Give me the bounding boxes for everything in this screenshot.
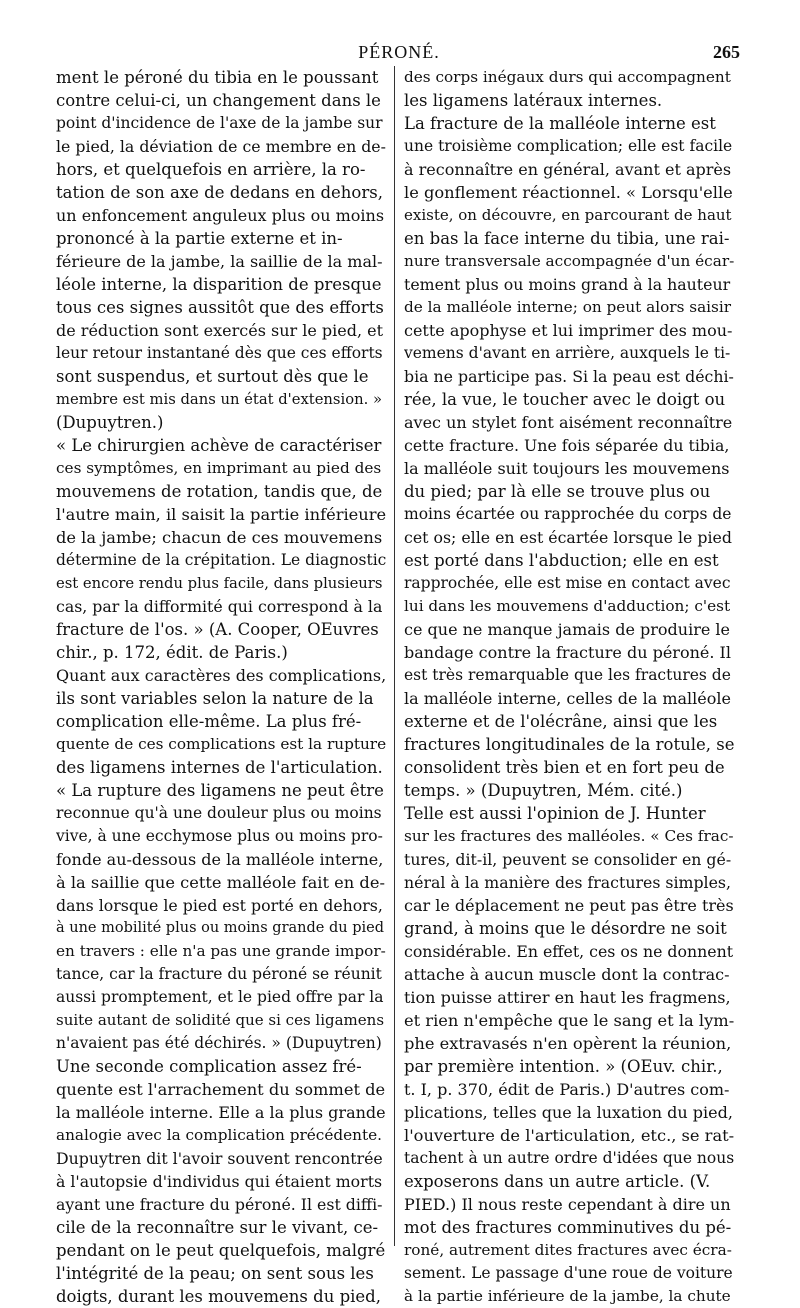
text-line: cet os; elle en est écartée lorsque le pied	[404, 528, 732, 547]
text-line: un enfoncement anguleux plus ou moins	[56, 206, 385, 225]
text-line: analogie avec la complication précédente.	[56, 1126, 382, 1144]
text-line: les ligamens latéraux internes.	[404, 91, 663, 110]
text-line: des corps inégaux durs qui accompagnent	[404, 68, 731, 86]
text-line: à l'autopsie d'individus qui étaient morts	[56, 1172, 383, 1191]
text-line: externe et de l'olécrâne, ainsi que les	[404, 712, 718, 731]
text-line: quente est l'arrachement du sommet de	[56, 1080, 386, 1099]
text-line: temps. » (Dupuytren, Mém. cité.)	[404, 781, 683, 800]
text-line: complication elle-même. La plus fré-	[56, 712, 362, 731]
text-line: n'avaient pas été déchirés. » (Dupuytren)	[56, 1034, 382, 1052]
text-line: de la malléole interne; on peut alors saisir	[404, 298, 732, 316]
text-line: lui dans les mouvemens d'adduction; c'est	[404, 597, 731, 615]
text-line: t. I, p. 370, édit de Paris.) D'autres com-	[404, 1080, 730, 1099]
text-line: à reconnaître en général, avant et après	[404, 160, 732, 179]
text-line: des ligamens internes de l'articulation.	[56, 758, 383, 777]
text-line: cette fracture. Une fois séparée du tibia,	[404, 436, 730, 455]
text-line: à une mobilité plus ou moins grande du pied	[56, 920, 384, 936]
text-line: nure transversale accompagnée d'un écar-	[404, 252, 734, 270]
text-line: la malléole interne, celles de la malléole	[404, 689, 731, 708]
text-line: chir., p. 172, édit. de Paris.)	[56, 643, 288, 662]
text-line: léole interne, la disparition de presque	[56, 275, 382, 294]
text-line: roné, autrement dites fractures avec écra-	[404, 1241, 732, 1259]
text-line: hors, et quelquefois en arrière, la ro-	[56, 160, 366, 179]
text-line: cile de la reconnaître sur le vivant, ce-	[56, 1218, 379, 1237]
text-line: (Dupuytren.)	[56, 413, 164, 432]
running-title: PÉRONÉ.	[358, 42, 440, 62]
text-line: plications, telles que la luxation du pied,	[404, 1103, 733, 1122]
text-line: car le déplacement ne peut pas être très	[404, 896, 734, 915]
text-line: de la jambe; chacun de ces mouvemens	[56, 528, 383, 547]
text-line: tion puisse attirer en haut les fragmens,	[404, 988, 731, 1007]
text-line: ment le péroné du tibia en le poussant	[56, 68, 379, 87]
text-line: Quant aux caractères des complications,	[56, 666, 386, 685]
left-text-column	[56, 66, 386, 1308]
text-line: vive, à une ecchymose plus ou moins pro-	[56, 827, 383, 845]
text-line: « Le chirurgien achève de caractériser	[56, 436, 382, 455]
text-line: quente de ces complications est la rupture	[56, 735, 386, 753]
text-line: fracture de l'os. » (A. Cooper, OEuvres	[56, 620, 379, 639]
text-line: suite autant de solidité que si ces ligamens	[56, 1011, 385, 1029]
text-line: Telle est aussi l'opinion de J. Hunter	[404, 804, 706, 823]
text-line: point d'incidence de l'axe de la jambe sur	[56, 114, 383, 132]
text-line: aussi promptement, et le pied offre par la	[56, 988, 384, 1006]
column-divider	[394, 66, 395, 1246]
text-line: l'intégrité de la peau; on sent sous les	[56, 1264, 374, 1283]
text-line: mouvemens de rotation, tandis que, de	[56, 482, 383, 501]
text-line: ils sont variables selon la nature de la	[56, 689, 374, 708]
text-line: par première intention. » (OEuv. chir.,	[404, 1057, 723, 1076]
text-line: est encore rendu plus facile, dans plusieurs	[56, 575, 383, 592]
text-line: tation de son axe de dedans en dehors,	[56, 183, 383, 202]
text-line: Une seconde complication assez fré-	[56, 1057, 362, 1076]
text-line: de réduction sont exercés sur le pied, et	[56, 321, 384, 340]
text-line: l'autre main, il saisit la partie inférieure	[56, 505, 386, 524]
text-line: ces symptômes, en imprimant au pied des	[56, 459, 382, 477]
text-line: ayant une fracture du péroné. Il est diffi-	[56, 1195, 383, 1214]
text-line: est porté dans l'abduction; elle en est	[404, 551, 719, 570]
text-line: cette apophyse et lui imprimer des mou-	[404, 321, 733, 340]
text-line: à la partie inférieure de la jambe, la chute	[404, 1287, 731, 1305]
text-line: considérable. En effet, ces os ne donnent	[404, 942, 734, 961]
text-line: sont suspendus, et surtout dès que le	[56, 367, 369, 386]
text-line: en travers : elle n'a pas une grande impor-	[56, 942, 386, 960]
right-text-column	[404, 66, 734, 1308]
text-line: en bas la face interne du tibia, une rai-	[404, 229, 730, 248]
text-line: détermine de la crépitation. Le diagnostic	[56, 551, 386, 569]
text-line: exposerons dans un autre article. (V.	[404, 1172, 711, 1191]
text-line: « La rupture des ligamens ne peut être	[56, 781, 384, 800]
text-line: férieure de la jambe, la saillie de la mal-	[56, 252, 383, 271]
text-line: mot des fractures comminutives du pé-	[404, 1218, 732, 1237]
text-line: bandage contre la fracture du péroné. Il	[404, 643, 731, 662]
text-line: moins écartée ou rapprochée du corps de	[404, 505, 732, 523]
text-line: La fracture de la malléole interne est	[404, 114, 716, 133]
text-line: attache à aucun muscle dont la contrac-	[404, 965, 730, 984]
text-line: membre est mis dans un état d'extension. »	[56, 391, 383, 408]
text-line: grand, à moins que le désordre ne soit	[404, 919, 727, 938]
text-line: bia ne participe pas. Si la peau est déchi-	[404, 367, 734, 386]
text-line: le gonflement réactionnel. « Lorsqu'elle	[404, 183, 733, 202]
text-line: du pied; par là elle se trouve plus ou	[404, 482, 711, 501]
text-line: phe extravasés n'en opèrent la réunion,	[404, 1034, 732, 1053]
text-line: le pied, la déviation de ce membre en de-	[56, 137, 386, 156]
text-line: Dupuytren dit l'avoir souvent rencontrée	[56, 1149, 383, 1168]
text-line: sement. Le passage d'une roue de voiture	[404, 1264, 733, 1282]
text-line: ce que ne manque jamais de produire le	[404, 620, 730, 639]
text-line: cas, par la difformité qui correspond à la	[56, 597, 383, 616]
text-line: sur les fractures des malléoles. « Ces frac-	[404, 827, 734, 845]
text-line: consolident très bien et en fort peu de	[404, 758, 725, 777]
text-line: PIED.) Il nous reste cependant à dire un	[404, 1195, 731, 1214]
text-line: rée, la vue, le toucher avec le doigt ou	[404, 390, 726, 409]
text-line: pendant on le peut quelquefois, malgré	[56, 1241, 386, 1260]
text-line: dans lorsque le pied est porté en dehors,	[56, 896, 383, 915]
page-number: 265	[713, 42, 740, 62]
text-line: à la saillie que cette malléole fait en de-	[56, 873, 385, 892]
text-line: rapprochée, elle est mise en contact avec	[404, 574, 731, 592]
text-line: la malléole suit toujours les mouvemens	[404, 459, 730, 478]
text-line: avec un stylet font aisément reconnaître	[404, 413, 733, 432]
text-line: existe, on découvre, en parcourant de haut	[404, 206, 732, 224]
text-line: tachent à un autre ordre d'idées que nous	[404, 1149, 734, 1167]
text-line: l'ouverture de l'articulation, etc., se rat-	[404, 1126, 734, 1145]
text-line: vemens d'avant en arrière, auxquels le ti-	[404, 344, 731, 362]
text-line: fractures longitudinales de la rotule, se	[404, 735, 734, 754]
text-line: doigts, durant les mouvemens du pied,	[56, 1287, 381, 1306]
text-line: leur retour instantané dès que ces efforts	[56, 344, 383, 362]
text-line: reconnue qu'à une douleur plus ou moins	[56, 804, 382, 822]
text-line: est très remarquable que les fractures de	[404, 666, 731, 684]
text-line: la malléole interne. Elle a la plus grande	[56, 1103, 386, 1122]
text-line: tance, car la fracture du péroné se réunit	[56, 965, 382, 983]
text-line: tement plus ou moins grand à la hauteur	[404, 275, 731, 294]
text-line: et rien n'empêche que le sang et la lym-	[404, 1011, 734, 1030]
text-line: néral à la manière des fractures simples,	[404, 873, 731, 892]
text-line: tures, dit-il, peuvent se consolider en gé-	[404, 850, 732, 869]
text-line: contre celui-ci, un changement dans le	[56, 91, 381, 110]
text-line: une troisième complication; elle est facile	[404, 137, 733, 155]
text-line: tous ces signes aussitôt que des efforts	[56, 298, 384, 317]
text-line: prononcé à la partie externe et in-	[56, 229, 343, 248]
text-line: fonde au-dessous de la malléole interne,	[56, 850, 384, 869]
